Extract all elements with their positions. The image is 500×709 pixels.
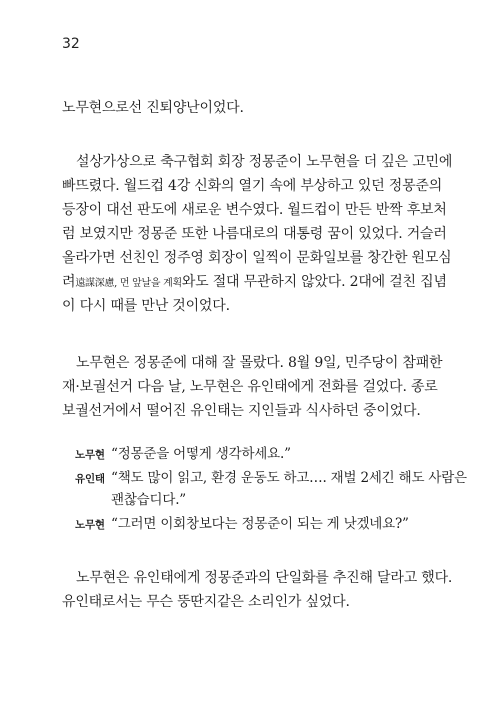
dialogue-line: “정몽준을 어떻게 생각하세요.” [111,446,291,462]
paragraph-line: 노무현은 정몽준에 대해 잘 몰랐다. 8월 9일, 민주당이 참패한 [76,355,443,371]
page-number: 32 [62,36,80,52]
dialogue-entry [75,467,467,511]
paragraph-line: 노무현으로선 진퇴양난이었다. [62,100,244,116]
dialogue-text [111,513,409,535]
dialogue-line: 괜찮습디다.” [111,492,186,508]
paragraph-line: 보궐선거에서 떨어진 유인태는 지인들과 식사하던 중이었다. [62,403,421,419]
dialogue-text [111,443,291,465]
paragraph-line: 유인태로서는 무슨 뚱딴지같은 소리인가 싶었다. [62,594,350,610]
paragraph-1 [62,96,442,120]
paragraph-line-annotated [62,270,447,294]
hanja-annotation: 遠謀深慮, 먼 앞날을 계획 [75,278,182,289]
paragraph-line: 노무현은 유인태에게 정몽준과의 단일화를 추진해 달라고 했다. [76,570,453,586]
text-fragment: 려 [62,274,76,290]
text-fragment: 와도 절대 무관하지 않았다. 2대에 걸친 집념 [181,274,447,290]
paragraph-line: 등장이 대선 판도에 새로운 변수였다. 월드컵이 만든 반짝 후보처 [62,202,447,218]
paragraph-line: 이 다시 때를 만난 것이었다. [62,298,230,314]
speaker-label: 노무현 [75,449,105,461]
dialogue-entry [75,443,455,466]
dialogue-line: “책도 많이 읽고, 환경 운동도 하고…. 재벌 2세긴 해도 사람은 [111,470,467,486]
paragraph-3 [62,351,442,423]
paragraph-2 [62,150,453,318]
paragraph-line: 재·보궐선거 다음 날, 노무현은 유인태에게 전화를 걸었다. 종로 [62,379,438,395]
dialogue-text [111,467,467,511]
paragraph-line: 올라가면 선친인 정주영 회장이 일찍이 문화일보를 창간한 원모심 [62,250,452,266]
paragraph-line: 럼 보였지만 정몽준 또한 나름대로의 대통령 꿈이 있었다. 거슬러 [62,226,447,242]
paragraph-line: 설상가상으로 축구협회 회장 정몽준이 노무현을 더 깊은 고민에 [76,154,453,170]
paragraph-line: 빠뜨렸다. 월드컵 4강 신화의 열기 속에 부상하고 있던 정몽준의 [62,178,443,194]
dialogue-line: “그러면 이회창보다는 정몽준이 되는 게 낫겠네요?” [111,516,409,532]
speaker-label: 노무현 [75,519,105,531]
dialogue-entry [75,513,455,536]
paragraph-4 [62,566,453,614]
speaker-label: 유인태 [75,473,105,485]
